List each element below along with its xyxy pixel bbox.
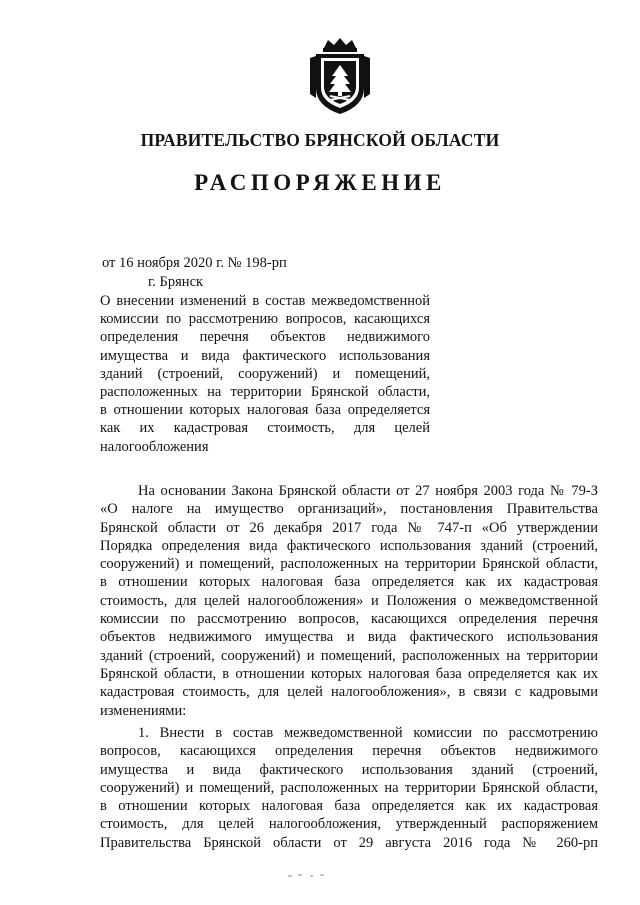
document-subject — [100, 292, 430, 456]
paragraph-line: Брянской области, в отношении которых налоговая база определяется как их — [100, 665, 598, 682]
preamble-paragraph — [100, 482, 598, 720]
subject-line: комиссии по рассмотрению вопросов, касающихся — [100, 311, 430, 328]
paragraph-line: стоимость, для целей налогообложения, утвержденный распоряжением — [100, 816, 598, 833]
paragraph-line: имущества и вида фактического использования зданий (строений, — [100, 761, 598, 778]
item-1-paragraph — [100, 724, 598, 852]
subject-line: как их кадастровая стоимость, для целей — [100, 420, 430, 437]
subject-line: налогообложения — [100, 438, 209, 455]
subject-line: в отношении которых налоговая база определяется — [100, 402, 430, 419]
subject-line: расположенных на территории Брянской области, — [100, 384, 430, 401]
subject-line: О внесении изменений в состав межведомственной — [100, 293, 430, 309]
paragraph-line: стоимость, для целей налогообложения» и Положения о межведомственной — [100, 592, 598, 609]
paragraph-line: в отношении которых налоговая база определяется как их кадастровая — [100, 798, 598, 815]
paragraph-line: Брянской области от 26 декабря 2017 года № 747-п «Об утверждении — [100, 519, 598, 536]
paragraph-line: сооружений) и помещений, расположенных на территории Брянской области, — [100, 556, 598, 573]
paragraph-line: в отношении которых налоговая база определяется как их кадастровая — [100, 574, 598, 591]
paragraph-line: объектов недвижимого имущества и вида фактического использования — [100, 629, 598, 646]
paragraph-line: На основании Закона Брянской области от 27 ноября 2003 года № 79-З — [138, 483, 598, 499]
paragraph-line: зданий (строений, сооружений) и помещений, расположенных на территории — [100, 647, 598, 664]
paragraph-line: комиссии по рассмотрению вопросов, касающихся определения перечня — [100, 611, 598, 628]
document-type-title: РАСПОРЯЖЕНИЕ — [194, 170, 446, 195]
paragraph-line: кадастровая стоимость, для целей налогообложения», в связи с кадровыми — [100, 684, 598, 701]
paragraph-line: 1. Внести в состав межведомственной комиссии по рассмотрению — [138, 725, 598, 741]
document-date-number: от 16 ноября 2020 г. № 198-рп — [102, 255, 287, 271]
paragraph-line: сооружений) и помещений, расположенных на территории Брянской области, — [100, 779, 598, 796]
paragraph-line: «О налоге на имущество организаций», постановления Правительства — [100, 501, 598, 518]
bryansk-coat-of-arms-icon — [302, 38, 378, 116]
paragraph-line: вопросов, касающихся определения перечня объектов недвижимого — [100, 743, 598, 760]
subject-line: определения перечня объектов недвижимого — [100, 329, 430, 346]
paragraph-line: изменениями: — [100, 702, 187, 719]
government-title: ПРАВИТЕЛЬСТВО БРЯНСКОЙ ОБЛАСТИ — [140, 130, 500, 150]
paragraph-line: Правительства Брянской области от 29 августа 2016 года № 260-рп — [100, 834, 598, 851]
document-city: г. Брянск — [148, 274, 204, 290]
paragraph-line: Порядка определения вида фактического использования зданий (строений, — [100, 537, 598, 554]
subject-line: зданий (строений, сооружений) и помещений, — [100, 365, 430, 382]
subject-line: имущества и вида фактического использования — [100, 347, 430, 364]
scan-artifact — [286, 870, 332, 880]
